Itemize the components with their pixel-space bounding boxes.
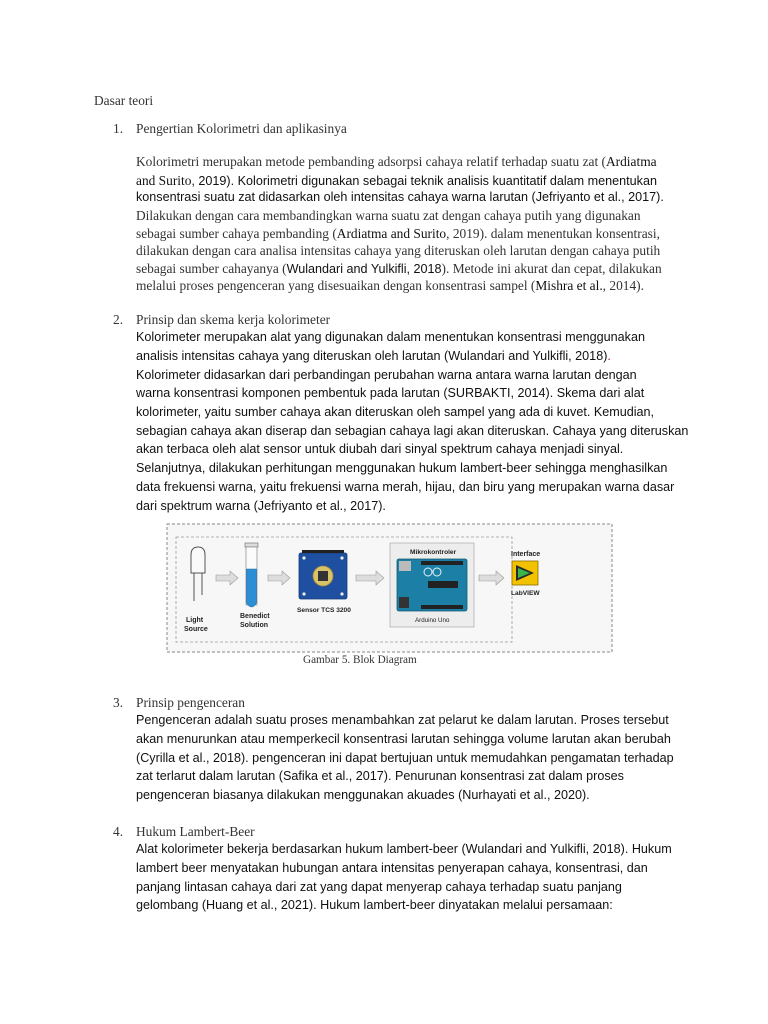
text-run: analisis intensitas cahaya yang diteruskan oleh larutan (Wulandari and Yulkifli, 2018)	[136, 349, 608, 363]
text-line: kolorimeter, yaitu sumber cahaya akan diteruskan oleh sampel yang ada di kuvet. Kemudian,	[136, 405, 655, 419]
citation: Ardiatma and Surito	[336, 226, 447, 241]
section3-number: 3.	[113, 695, 124, 710]
text-run: melalui proses pengenceran yang disesuaikan dengan konsentrasi sampel (	[136, 278, 536, 293]
text-run: ). Metode ini akurat dan cepat, dilakukan	[441, 261, 662, 276]
arduino-label: Arduino Uno	[415, 617, 450, 624]
mikrokontroler-label: Mikrokontroler	[410, 549, 457, 556]
interface-label: Interface	[511, 551, 541, 558]
text-line: zat terlarut dalam larutan (Safika et al., 2017). Penurunan konsentrasi zat dalam proses	[136, 769, 624, 783]
test-tube-icon	[245, 543, 258, 607]
citation: and Surito	[136, 173, 192, 188]
citation: Wulandari and Yulkifli, 2018	[286, 262, 442, 276]
text-line: Alat kolorimeter bekerja berdasarkan hukum lambert-beer (Wulandari and Yulkifli, 2018). Hukum	[136, 842, 672, 856]
text-run: , 2019). dalam menentukan konsentrasi,	[446, 226, 660, 241]
text-run: sebagai sumber cahayanya (	[136, 261, 287, 276]
text-line	[136, 278, 644, 294]
section4-title: Hukum Lambert-Beer	[136, 824, 255, 839]
text-line: akan terbaca oleh alat sensor untuk diubah dari sinyal spektrum cahaya menjadi sinyal.	[136, 442, 624, 456]
text-line: pengenceran biasanya dilakukan menggunakan akuades (Nurhayati et al., 2020).	[136, 788, 590, 802]
outer-frame	[167, 524, 612, 652]
text-line: Kolorimeter didasarkan dari perbandingan perubahan warna antara warna larutan dengan	[136, 368, 637, 382]
citation: Mishra et al.	[535, 278, 603, 293]
section2-title: Prinsip dan skema kerja kolorimeter	[136, 312, 331, 327]
text-line: sebagian cahaya akan diserap dan sebagian cahaya lagi akan diteruskan. Cahaya yang diteruskan	[136, 424, 689, 438]
citation: Ardiatma	[605, 154, 657, 169]
section1-number: 1.	[113, 121, 124, 136]
text-run: , 2014).	[602, 278, 644, 293]
text-line: panjang lintasan cahaya dari zat yang dapat menyerap cahaya terhadap suatu panjang	[136, 880, 622, 894]
block-diagram	[166, 523, 613, 653]
labview-icon	[512, 561, 538, 585]
labview-label: LabVIEW	[511, 590, 540, 597]
text-line: Kolorimeter merupakan alat yang digunakan dalam menentukan konsentrasi menggunakan	[136, 330, 645, 344]
benedict-label-1: Benedict	[240, 613, 270, 620]
text-line	[136, 226, 660, 242]
text-line: Pengenceran adalah suatu proses menambahkan zat pelarut ke dalam larutan. Proses tersebut	[136, 713, 669, 727]
sensor-label: Sensor TCS 3200	[297, 607, 351, 614]
text-line: Dilakukan dengan cara membandingkan warna suatu zat dengan cahaya putih yang digunakan	[136, 208, 641, 223]
text-line	[136, 261, 662, 277]
text-line: akan menurunkan atau memperkecil konsentrasi larutan sehingga volume larutan akan berubah	[136, 732, 671, 746]
text-line: dilakukan dengan cara analisa intensitas cahaya yang diteruskan oleh larutan dengan cahaya putih	[136, 243, 661, 258]
block-diagram-svg	[166, 523, 613, 653]
text-run: Kolorimetri merupakan metode pembanding adsorpsi cahaya relatif terhadap suatu zat (	[136, 154, 606, 169]
text-line: gelombang (Huang et al., 2021). Hukum lambert-beer dinyatakan melalui persamaan:	[136, 898, 613, 912]
arduino-board-icon	[397, 559, 467, 611]
text-run: sebagai sumber cahaya pembanding (	[136, 226, 337, 241]
text-line: dari spektrum warna (Jefriyanto et al., 2017).	[136, 499, 386, 513]
text-line: lambert beer menyatakan hubungan antara intensitas penyerapan cahaya, konsentrasi, dan	[136, 861, 648, 875]
text-line: warna konsentrasi komponen pembentuk pada larutan (SURBAKTI, 2014). Skema dari alat	[136, 386, 645, 400]
sensor-board-icon	[299, 550, 347, 599]
section2-number: 2.	[113, 312, 124, 327]
text-line	[136, 172, 657, 190]
text-run: , 2019). Kolorimetri digunakan sebagai teknik analisis kuantitatif dalam menentukan	[191, 174, 657, 188]
section1-title: Pengertian Kolorimetri dan aplikasinya	[136, 121, 347, 136]
light-source-label-1: Light	[186, 617, 204, 624]
section3-title: Prinsip pengenceran	[136, 695, 245, 710]
benedict-label-2: Solution	[240, 622, 268, 629]
light-source-label-2: Source	[184, 626, 208, 633]
text-line: konsentrasi suatu zat didasarkan oleh intensitas cahaya warna larutan (Jefriyanto et al., 2017).	[136, 190, 664, 204]
text-line: data frekuensi warna, yaitu frekuensi warna merah, hijau, dan biru yang merupakan warna dasar	[136, 480, 675, 494]
text-line	[136, 349, 611, 363]
text-line: Selanjutnya, dilakukan perhitungan menggunakan hukum lambert-beer sehingga menghasilkan	[136, 461, 668, 475]
document-heading: Dasar teori	[94, 93, 154, 108]
figure-caption: Gambar 5. Blok Diagram	[303, 654, 417, 666]
text-run: .	[607, 349, 611, 363]
text-line: (Cyrilla et al., 2018). pengenceran ini dapat bertujuan untuk memudahkan pengamatan terhadap	[136, 751, 674, 765]
text-line	[136, 154, 657, 170]
section4-number: 4.	[113, 824, 124, 839]
